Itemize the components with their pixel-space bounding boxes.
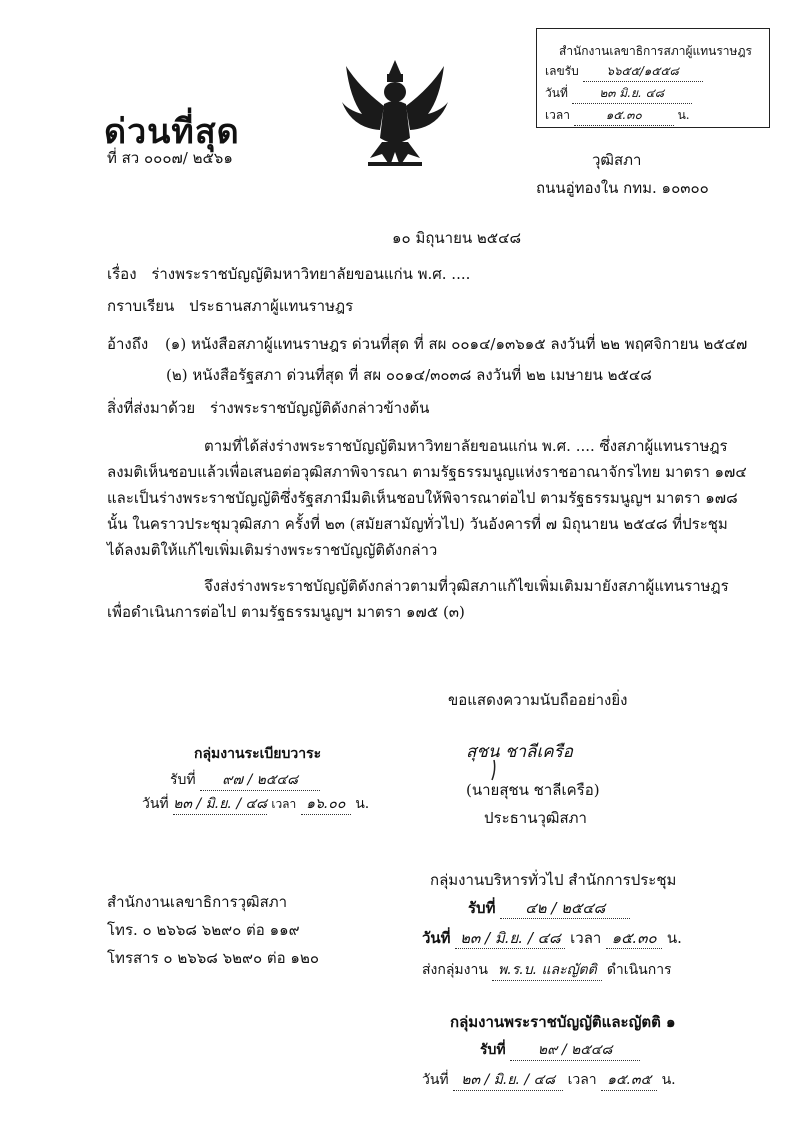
para1-line: ได้ลงมติให้แก้ไขเพิ่มเติมร่างพระราชบัญญัติดังกล่าว (107, 541, 438, 559)
subject-text: ร่างพระราชบัญญัติมหาวิทยาลัยขอนแก่น พ.ศ. .... (151, 265, 471, 283)
receipt-date-row (545, 83, 692, 104)
reference-line-1 (107, 334, 747, 354)
garuda-emblem (340, 58, 450, 170)
registry-date-value: ๒๓ / มิ.ย. / ๔๘ (173, 794, 267, 815)
bill-date-value: ๒๓ / มิ.ย. / ๔๘ (453, 1070, 563, 1091)
receipt-time-row (545, 105, 690, 126)
registry-no-value: ๙๗ / ๒๕๔๘ (200, 770, 320, 791)
admin-time-value: ๑๕.๓๐ (606, 928, 662, 949)
bill-date-label: วันที่ (422, 1072, 449, 1088)
footer-office: สำนักงานเลขาธิการวุฒิสภา (107, 893, 288, 911)
receipt-no-row (545, 61, 703, 82)
para2-line: เพื่อดำเนินการต่อไป ตามรัฐธรรมนูญฯ มาตรา ๑๗๕ (๓) (107, 603, 465, 621)
bill-stamp (420, 1008, 700, 1108)
reference-label: อ้างถึง (107, 335, 149, 353)
admin-stamp-title: กลุ่มงานบริหารทั่วไป สำนักการประชุม (430, 871, 677, 889)
admin-forward-label: ส่งกลุ่มงาน (422, 962, 488, 978)
receipt-stamp (536, 28, 770, 128)
bill-time-unit: น. (661, 1072, 676, 1088)
signer-name: (นายสุชน ชาลีเครือ) (466, 781, 600, 799)
closing-regards: ขอแสดงความนับถืออย่างยิ่ง (448, 691, 628, 709)
garuda-shape (342, 60, 448, 166)
subject-label: เรื่อง (107, 265, 137, 283)
receipt-time-unit: น. (677, 108, 690, 122)
para1-line: ตามที่ได้ส่งร่างพระราชบัญญัติมหาวิทยาลัยขอนแก่น พ.ศ. .... ซึ่งสภาผู้แทนราษฎร (204, 437, 728, 455)
admin-date-row (422, 928, 682, 949)
enclosure-text: ร่างพระราชบัญญัติดังกล่าวข้างต้น (209, 399, 430, 417)
admin-date-label: วันที่ (422, 929, 451, 947)
para1-line: นั้น ในคราวประชุมวุฒิสภา ครั้งที่ ๒๓ (สมัยสามัญทั่วไป) วันอังคารที่ ๗ มิถุนายน ๒๕๔๘ ที่ประชุม (107, 515, 728, 533)
bill-time-value: ๑๕.๓๕ (601, 1070, 657, 1091)
reference-2: (๒) หนังสือรัฐสภา ด่วนที่สุด ที่ สผ ๐๐๑๔/๓๐๓๘ ลงวันที่ ๒๒ เมษายน ๒๕๔๘ (166, 366, 652, 384)
urgency-label: ด่วนที่สุด (104, 112, 240, 152)
admin-no-row (468, 898, 630, 919)
letter-date: ๑๐ มิถุนายน ๒๕๔๘ (392, 229, 522, 247)
recipient-line (107, 296, 353, 316)
enclosure-line (107, 398, 429, 418)
office-name: วุฒิสภา (592, 151, 642, 169)
office-address: ถนนอู่ทองใน กทม. ๑๐๓๐๐ (536, 179, 709, 197)
reference-1: (๑) หนังสือสภาผู้แทนราษฎร ด่วนที่สุด ที่ สผ ๐๐๑๔/๑๓๖๑๕ ลงวันที่ ๒๒ พฤศจิกายน ๒๕๔๗ (164, 335, 748, 353)
admin-time-label: เวลา (570, 929, 602, 947)
receipt-no-value: ๖๖๕๕/๑๕๕๘ (583, 61, 703, 82)
recipient-label: กราบเรียน (107, 297, 175, 315)
recipient-text: ประธานสภาผู้แทนราษฎร (189, 297, 354, 315)
registry-no-label: รับที่ (170, 772, 196, 788)
para1-line: และเป็นร่างพระราชบัญญัติซึ่งรัฐสภามีมติเห็นชอบให้พิจารณาต่อไป ตามรัฐธรรมนูญฯ มาตรา ๑๗๘ (107, 489, 738, 507)
registry-time-unit: น. (355, 796, 370, 812)
signer-position: ประธานวุฒิสภา (484, 809, 587, 827)
receipt-date-value: ๒๓ มิ.ย. ๔๘ (572, 83, 692, 104)
registry-time-value: ๑๖.๐๐ (301, 794, 351, 815)
bill-stamp-title: กลุ่มงานพระราชบัญญัติและญัตติ ๑ (450, 1013, 676, 1031)
bill-no-value: ๒๙ / ๒๕๔๘ (510, 1040, 640, 1061)
registry-no-row (170, 770, 320, 791)
para1-line: ลงมติเห็นชอบแล้วเพื่อเสนอต่อวุฒิสภาพิจารณา ตามรัฐธรรมนูญแห่งราชอาณาจักรไทย มาตรา ๑๗๔ (107, 463, 747, 481)
registry-date-label: วันที่ (142, 796, 169, 812)
registry-stamp (140, 740, 370, 820)
receipt-date-label: วันที่ (545, 86, 568, 100)
admin-date-value: ๒๓ / มิ.ย. / ๔๘ (455, 928, 565, 949)
footer-phone: โทร. ๐ ๒๖๖๘ ๖๒๙๐ ต่อ ๑๑๙ (107, 921, 300, 939)
registry-stamp-title: กลุ่มงานระเบียบวาระ (194, 746, 322, 762)
para2-line: จึงส่งร่างพระราชบัญญัติดังกล่าวตามที่วุฒิสภาแก้ไขเพิ่มเติมมายังสภาผู้แทนราษฎร (204, 577, 729, 595)
bill-no-row (480, 1040, 640, 1061)
receipt-time-label: เวลา (545, 108, 570, 122)
admin-stamp (420, 866, 700, 986)
footer-fax: โทรสาร ๐ ๒๖๖๘ ๖๒๙๐ ต่อ ๑๒๐ (107, 949, 319, 967)
admin-no-value: ๔๒ / ๒๕๔๘ (500, 898, 630, 919)
receipt-no-label: เลขรับ (545, 64, 579, 78)
bill-date-row (422, 1070, 676, 1091)
admin-forward-suffix: ดำเนินการ (606, 962, 672, 978)
admin-time-unit: น. (666, 929, 682, 947)
receipt-time-value: ๑๕.๓๐ (574, 105, 674, 126)
registry-time-label: เวลา (271, 797, 297, 811)
bill-no-label: รับที่ (480, 1042, 506, 1058)
admin-forward-value: พ.ร.บ. และญัตติ (492, 960, 602, 981)
admin-no-label: รับที่ (468, 899, 496, 917)
signature: สุชน ชาลีเครือ (466, 742, 573, 762)
admin-forward-row (422, 960, 672, 981)
bill-time-label: เวลา (567, 1072, 597, 1088)
registry-date-row (142, 794, 369, 815)
enclosure-label: สิ่งที่ส่งมาด้วย (107, 399, 196, 417)
receipt-stamp-title: สำนักงานเลขาธิการสภาผู้แทนราษฎร (559, 44, 752, 58)
subject-line (107, 264, 470, 284)
signature-stroke (484, 758, 504, 782)
document-number: ที่ สว ๐๐๐๗/ ๒๕๖๑ (107, 149, 233, 167)
